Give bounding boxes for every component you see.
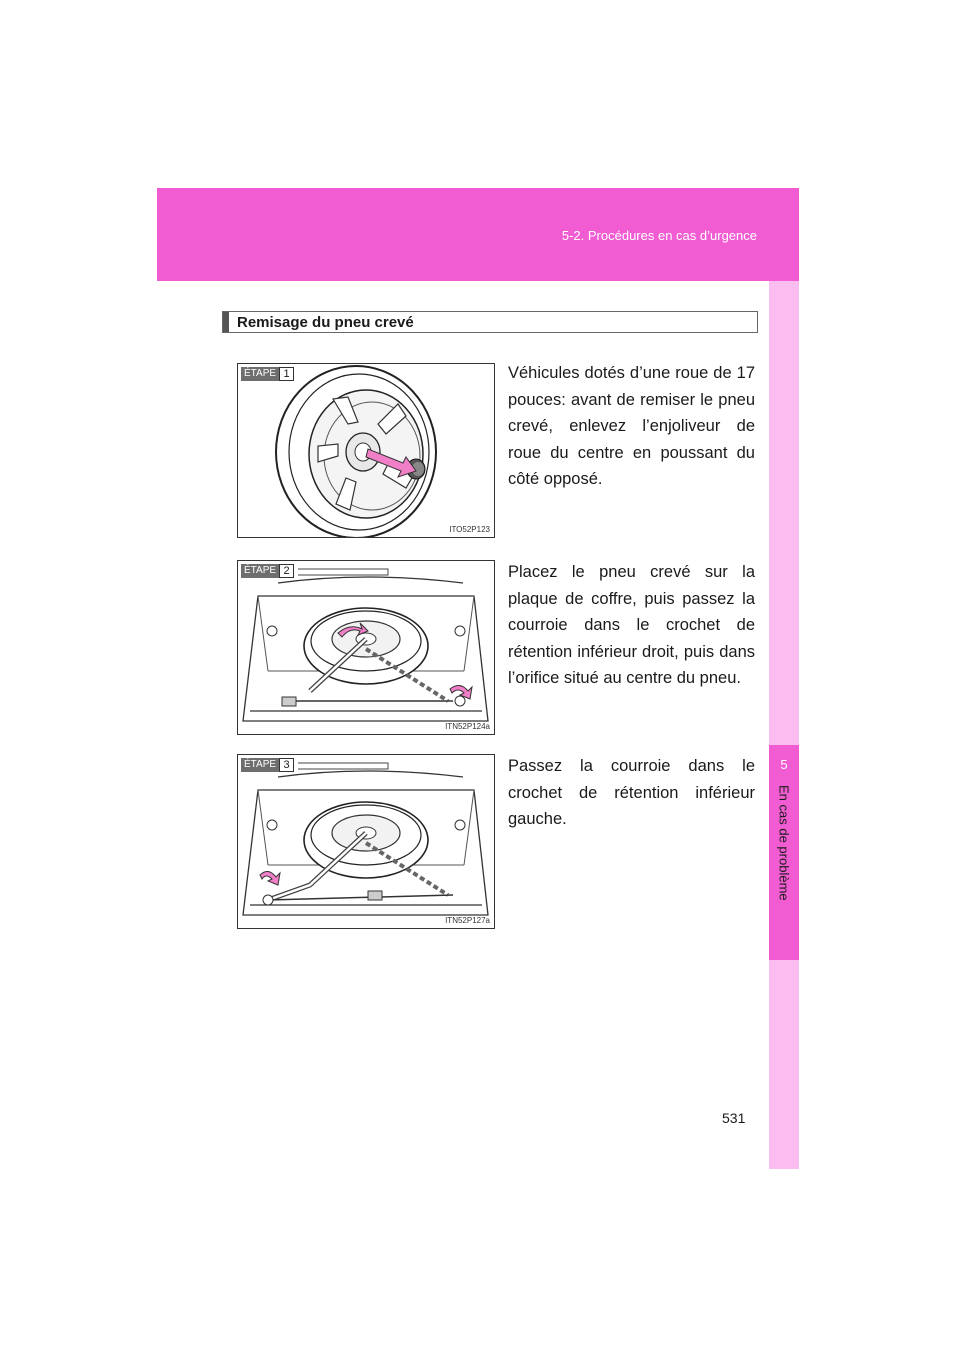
trunk-illustration [238,561,494,734]
section-title [222,311,758,333]
chapter-number: 5 [780,757,788,772]
step-3-text: Passez la courroie dans le crochet de rétention inférieur gauche. [508,757,755,828]
section-header: 5-2. Procédures en cas d’urgence [561,228,757,243]
header-band [157,188,799,281]
side-tab [769,281,799,1169]
step-word: ÉTAPE [241,564,279,578]
step-number: 2 [279,564,294,578]
chapter-tab[interactable] [769,745,799,960]
figure-code: ITN52P124a [445,722,490,731]
wheel-illustration [238,364,494,537]
figure-code: ITN52P127a [445,916,490,925]
step-badge [241,758,294,772]
page-number: 531 [722,1110,746,1126]
step-number: 1 [279,367,294,381]
step-badge [241,367,294,381]
chapter-label: En cas de problème [776,785,792,901]
trunk-illustration [238,755,494,928]
step-word: ÉTAPE [241,758,279,772]
section-title-text: Remisage du pneu crevé [237,313,414,331]
figure-step-1 [237,363,495,538]
step-2-text: Placez le pneu crevé sur la plaque de coffre, puis passez la courroie dans le crochet de rétention inférieur droit, puis dans l’orifice situé au centre du pneu. [508,563,755,687]
step-number: 3 [279,758,294,772]
title-bar [223,312,229,332]
figure-step-2 [237,560,495,735]
figure-step-3 [237,754,495,929]
step-word: ÉTAPE [241,367,279,381]
figure-code: ITO52P123 [449,525,490,534]
step-1-text: Véhicules dotés d’une roue de 17 pouces: avant de remiser le pneu crevé, enlevez l’enjoliveur de roue du centre en poussant du côté opposé. [508,364,755,488]
step-badge [241,564,294,578]
